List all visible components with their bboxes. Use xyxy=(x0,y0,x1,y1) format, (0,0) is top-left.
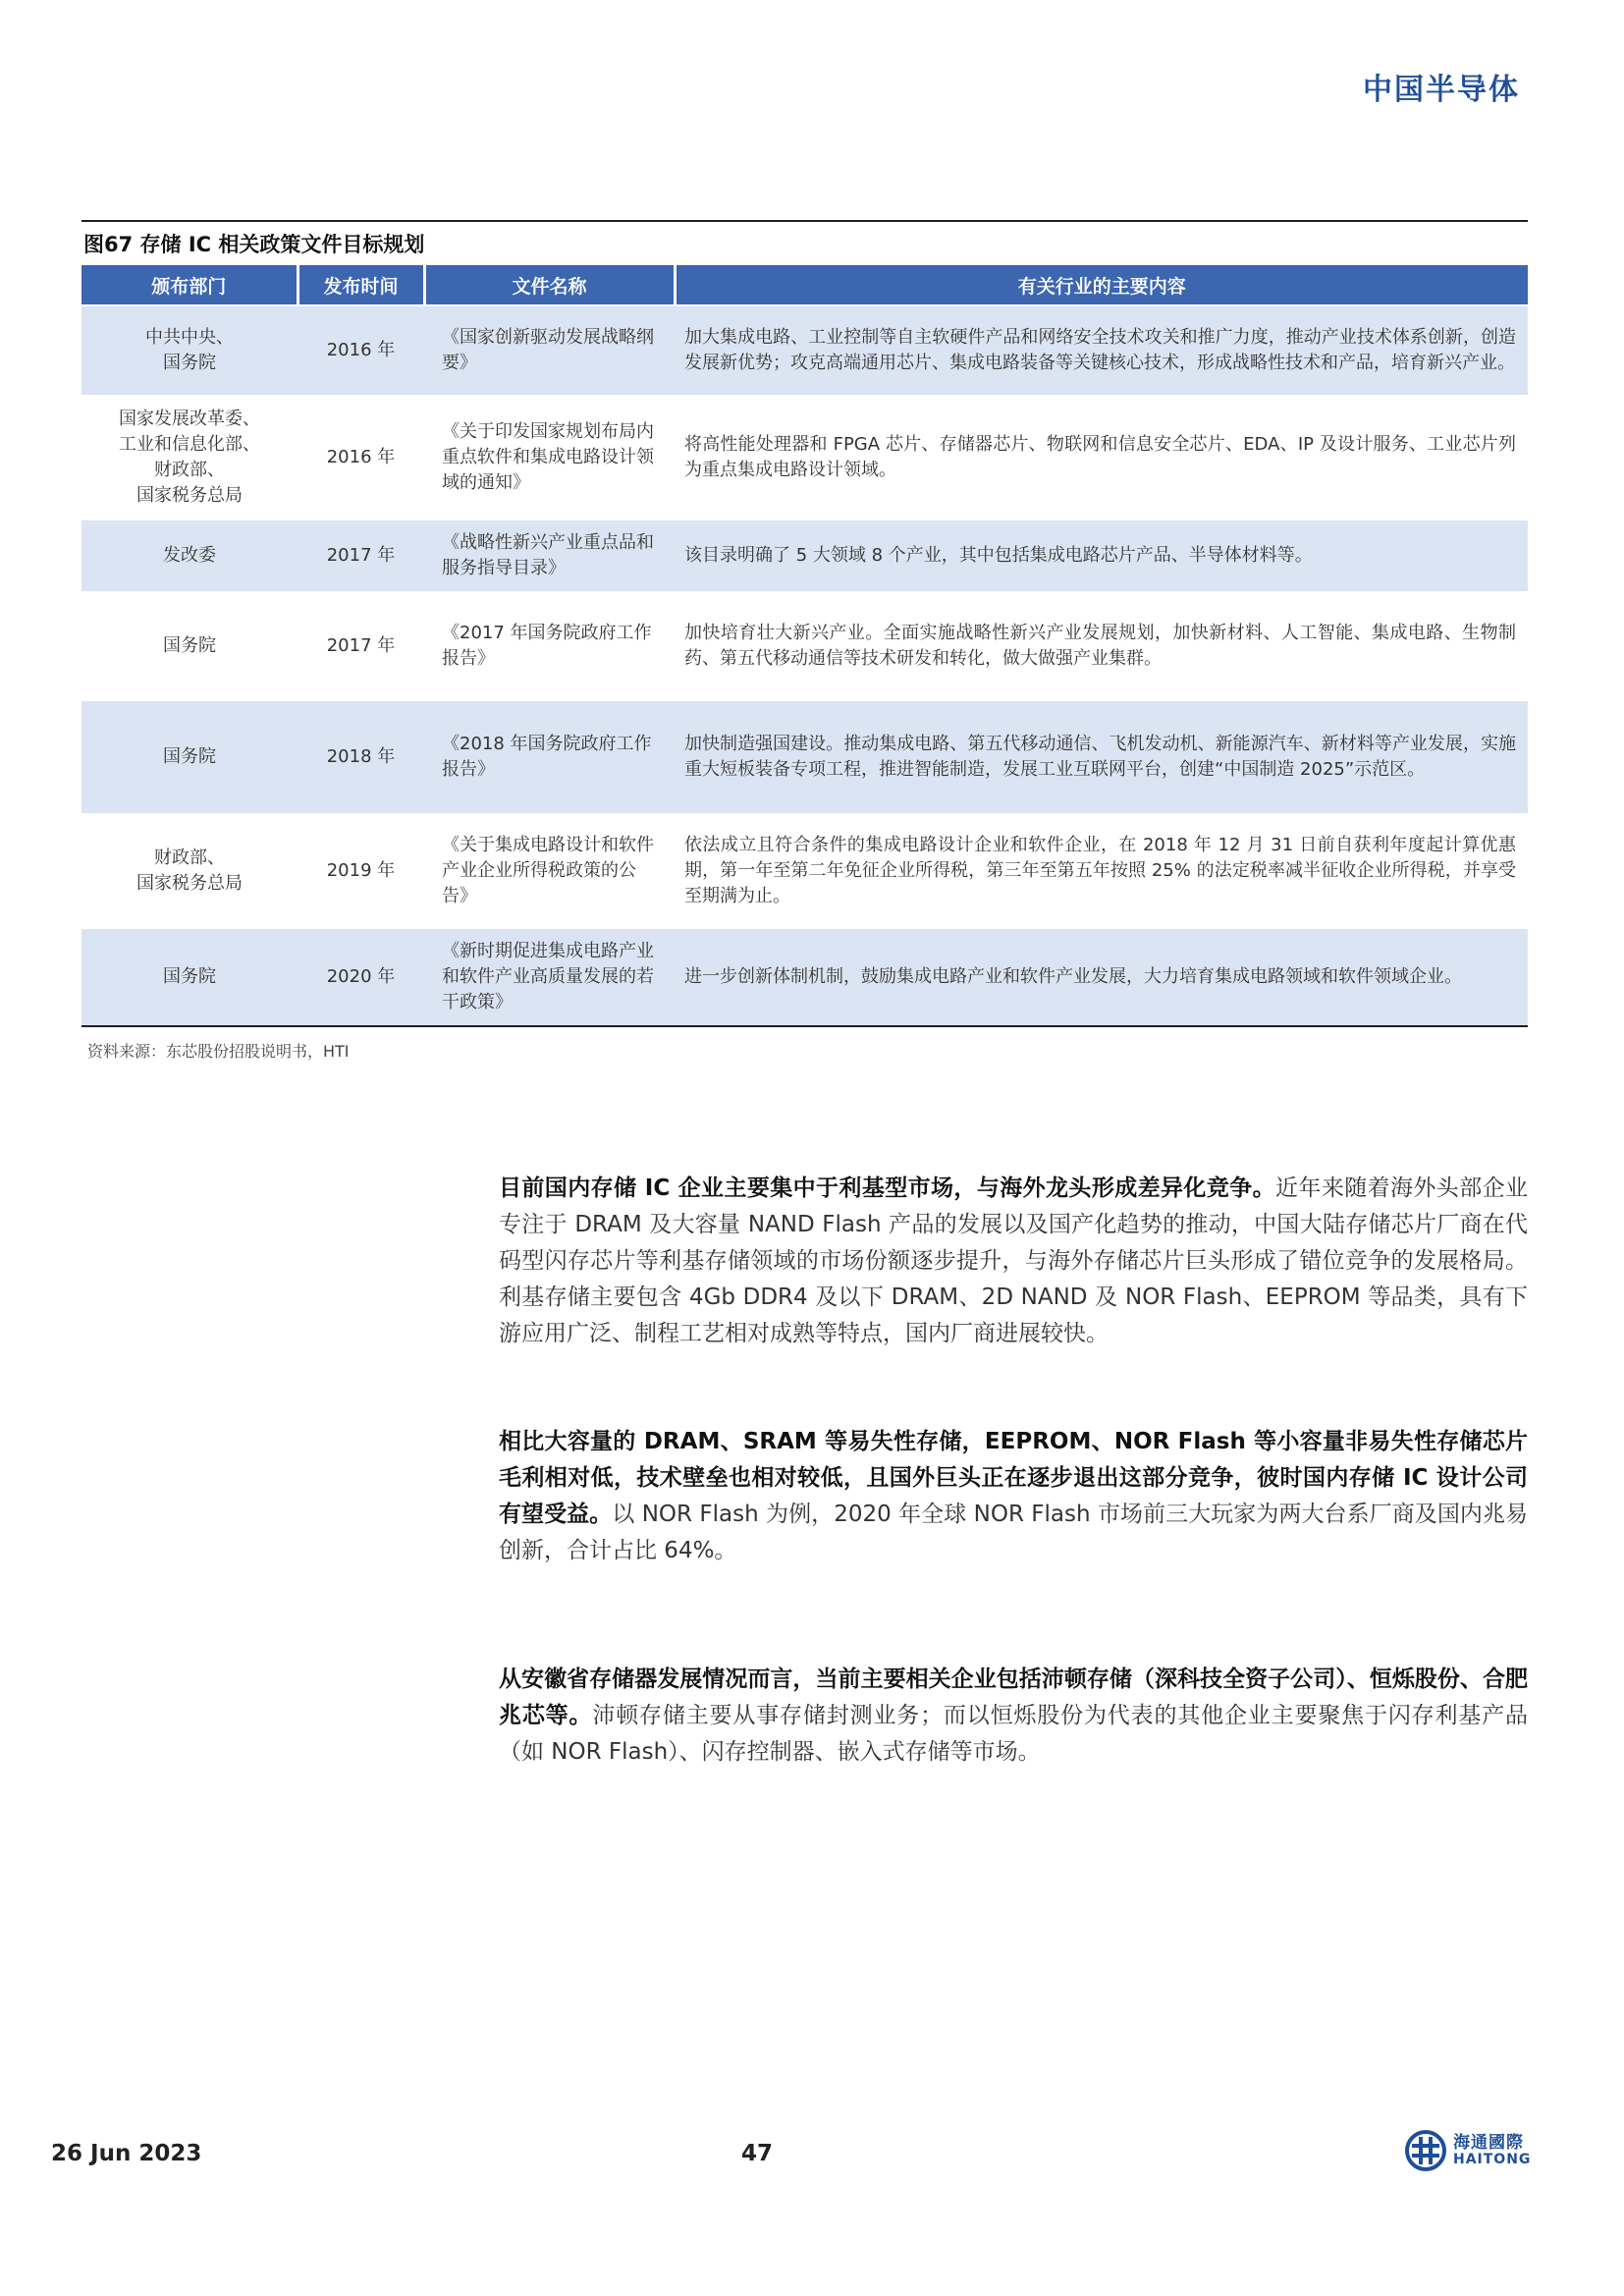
figure-67 xyxy=(81,220,1528,1062)
cell-doc: 《战略性新兴产业重点品和服务指导目录》 xyxy=(424,519,675,592)
cell-content: 加大集成电路、工业控制等自主软硬件产品和网络安全技术攻关和推广力度，推动产业技术体系创新，创造发展新优势；攻克高端通用芯片、集成电路装备等关键核心技术，形成战略性技术和产品，培育新兴产业。 xyxy=(675,305,1528,396)
cell-year: 2019 年 xyxy=(298,814,424,928)
table-row xyxy=(81,700,1528,814)
paragraph-1 xyxy=(499,1171,1528,1352)
paragraph-3-lead: 从安徽省存储器发展情况而言，当前主要相关企业包括沛顿存储（深科技全资子公司）、恒烁股份、合肥兆芯等。 xyxy=(499,1667,1528,1728)
report-header-title: 中国半导体 xyxy=(1363,73,1520,107)
table-row xyxy=(81,396,1528,519)
cell-year: 2017 年 xyxy=(298,592,424,700)
cell-doc: 《2017 年国务院政府工作报告》 xyxy=(424,592,675,700)
table-header-row xyxy=(81,265,1528,305)
cell-year: 2016 年 xyxy=(298,396,424,519)
cell-dept: 发改委 xyxy=(81,519,298,592)
cell-content: 依法成立且符合条件的集成电路设计企业和软件企业，在 2018 年 12 月 31 日前自获利年度起计算优惠期，第一年至第二年免征企业所得税，第三年至第五年按照 25% 的法定税率减半征收企业所得税，并享受至期满为止。 xyxy=(675,814,1528,928)
cell-content: 将高性能处理器和 FPGA 芯片、存储器芯片、物联网和信息安全芯片、EDA、IP 及设计服务、工业芯片列为重点集成电路设计领域。 xyxy=(675,396,1528,519)
paragraph-1-text: 近年来随着海外头部企业专注于 DRAM 及大容量 NAND Flash 产品的发展以及国产化趋势的推动，中国大陆存储芯片厂商在代码型闪存芯片等利基存储领域的市场份额逐步提升，与海外存储芯片巨头形成了错位竞争的发展格局。利基存储主要包含 4Gb DDR4 及以下 DRAM、2D NAND 及 NOR Flash、EEPROM 等品类，具有下游应用广泛、制程工艺相对成熟等特点，国内厂商进展较快。 xyxy=(499,1175,1529,1346)
table-row xyxy=(81,928,1528,1025)
paragraph-2-lead: 相比大容量的 DRAM、SRAM 等易失性存储，EEPROM、NOR Flash 等小容量非易失性存储芯片毛利相对低，技术壁垒也相对较低，且国外巨头正在逐步退出这部分竞争，彼时国内存储 IC 设计公司有望受益。 xyxy=(499,1429,1528,1527)
cell-dept: 国务院 xyxy=(81,592,298,700)
haitong-logo-icon xyxy=(1404,2129,1447,2172)
cell-dept: 中共中央、 国务院 xyxy=(81,305,298,396)
figure-source: 资料来源：东芯股份招股说明书，HTI xyxy=(87,1042,350,1061)
column-header-year: 发布时间 xyxy=(298,265,424,305)
paragraph-2 xyxy=(499,1424,1528,1569)
cell-doc: 《关于集成电路设计和软件产业企业所得税政策的公告》 xyxy=(424,814,675,928)
footer-date: 26 Jun 2023 xyxy=(51,2141,202,2166)
logo-english-name: HAITONG xyxy=(1453,2151,1532,2167)
cell-content: 加快培育壮大新兴产业。全面实施战略性新兴产业发展规划，加快新材料、人工智能、集成电路、生物制药、第五代移动通信等技术研发和转化，做大做强产业集群。 xyxy=(675,592,1528,700)
cell-doc: 《关于印发国家规划布局内重点软件和集成电路设计领域的通知》 xyxy=(424,396,675,519)
cell-content: 进一步创新体制机制，鼓励集成电路产业和软件产业发展，大力培育集成电路领域和软件领域企业。 xyxy=(675,928,1528,1025)
cell-dept: 国务院 xyxy=(81,928,298,1025)
cell-year: 2017 年 xyxy=(298,519,424,592)
paragraph-3-text: 沛顿存储主要从事存储封测业务；而以恒烁股份为代表的其他企业主要聚焦于闪存利基产品（如 NOR Flash）、闪存控制器、嵌入式存储等市场。 xyxy=(499,1703,1529,1765)
cell-dept: 国务院 xyxy=(81,700,298,814)
cell-content: 该目录明确了 5 大领域 8 个产业，其中包括集成电路芯片产品、半导体材料等。 xyxy=(675,519,1528,592)
column-header-content: 有关行业的主要内容 xyxy=(675,265,1528,305)
cell-doc: 《新时期促进集成电路产业和软件产业高质量发展的若干政策》 xyxy=(424,928,675,1025)
table-row xyxy=(81,519,1528,592)
table-row xyxy=(81,592,1528,700)
haitong-logo-text xyxy=(1453,2134,1531,2167)
cell-dept: 财政部、 国家税务总局 xyxy=(81,814,298,928)
paragraph-3 xyxy=(499,1662,1528,1771)
cell-dept: 国家发展改革委、 工业和信息化部、 财政部、 国家税务总局 xyxy=(81,396,298,519)
figure-title: 图67 存储 IC 相关政策文件目标规划 xyxy=(83,233,425,256)
column-header-dept: 颁布部门 xyxy=(81,265,298,305)
table-bottom-rule xyxy=(81,1025,1528,1027)
cell-doc: 《国家创新驱动发展战略纲要》 xyxy=(424,305,675,396)
cell-year: 2016 年 xyxy=(298,305,424,396)
policy-table xyxy=(81,265,1528,1025)
cell-year: 2020 年 xyxy=(298,928,424,1025)
paragraph-2-text: 以 NOR Flash 为例，2020 年全球 NOR Flash 市场前三大玩家为两大台系厂商及国内兆易创新，合计占比 64%。 xyxy=(499,1502,1528,1563)
page-number: 47 xyxy=(741,2141,774,2166)
table-row xyxy=(81,305,1528,396)
table-row xyxy=(81,814,1528,928)
cell-doc: 《2018 年国务院政府工作报告》 xyxy=(424,700,675,814)
cell-content: 加快制造强国建设。推动集成电路、第五代移动通信、飞机发动机、新能源汽车、新材料等产业发展，实施重大短板装备专项工程，推进智能制造，发展工业互联网平台，创建“中国制造 2025”示范区。 xyxy=(675,700,1528,814)
haitong-logo xyxy=(1404,2129,1531,2172)
column-header-doc: 文件名称 xyxy=(424,265,675,305)
cell-year: 2018 年 xyxy=(298,700,424,814)
paragraph-1-lead: 目前国内存储 IC 企业主要集中于利基型市场，与海外龙头形成差异化竞争。 xyxy=(499,1175,1276,1201)
logo-chinese-name: 海通國際 xyxy=(1453,2132,1524,2153)
